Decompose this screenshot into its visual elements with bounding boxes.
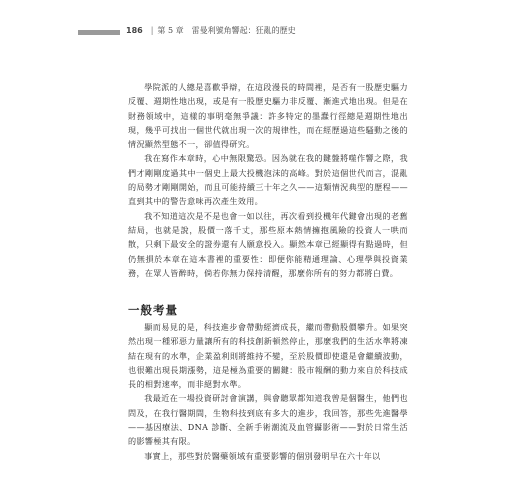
paragraph: 我最近在一場投資研討會演講，與會聽眾都知道我曾是個醫生，他們也問及，在我行醫期間，生物科技到底有多大的進步，我回答，那些先進醫學——基因療法、DNA 診斷、全新手術潮流及血管攝影術——對於日常生活的影響極其有限。 [128, 393, 408, 447]
paragraph: 事實上，那些對於醫藥領域有重要影響的個別發明早在六十年以 [144, 450, 381, 461]
body-text-top [128, 80, 408, 280]
paragraph: 學院派的人總是喜歡爭辯，在這段漫長的時間裡，是否有一股歷史驅力反覆、週期性地出現，或是有一股歷史驅力非反覆、漸進式地出現。但是在財務領域中，這樣的事明毫無爭議：許多特定的墨蠢行徑總是週期性地出現，幾乎可找出一個世代就出現一次的規律性，而在經歷過這些騷動之後的情況顯然型態不一，卻值得研究。 [128, 82, 408, 150]
header-rule [78, 30, 120, 35]
body-text-bottom [128, 320, 408, 463]
running-header [126, 24, 296, 38]
paragraph: 我不知道這次是不是也會一如以往，再次看到投機年代鍵會出現的老舊結局，也就是說，股價一落千丈，那些原本熱情擁抱風險的投資人一哄而散，只剩下最安全的證券還有人願意投入。顯然本章已經顯得有點過時，但仍無損於本章在這本書裡的重要性：即便你能精通理論、心理學與投資業務，在眾人皆醉時，倘若你無力保持清醒，那麼你所有的努力都將白費。 [128, 210, 408, 278]
paragraph: 顯而易見的是，科技進步會帶動經濟成長，繼而帶動股價攀升。如果突然出現一種邪惡力量讓所有的科技創新頓然停止，那麼我們的生活水準將凍結在現有的水準，企業盈利則將維持不變，至於股價即使還是會繼續波動，也很難出現長期漲勢，這是極為重要的關鍵：股市報酬的動力來自於科技成長的相對速率，而非絕對水準。 [128, 322, 408, 390]
header-separator: | [150, 26, 154, 35]
section-heading: 一般考量 [128, 303, 178, 317]
page-number: 186 [126, 26, 143, 35]
chapter-title: 第 5 章 雷曼利號角響起：狂亂的歷史 [157, 26, 296, 35]
paragraph: 我在寫作本章時，心中無限驚恐。因為就在我的鍵盤將噬作響之際，我們才剛剛度過其中一個史上最大投機泡沫的高峰。對於這個世代而言，混亂的局勢才剛剛開始，而且可能持續三十年之久——這類情況典型的歷程——直到其中的警告意味再次產生效用。 [128, 153, 408, 207]
